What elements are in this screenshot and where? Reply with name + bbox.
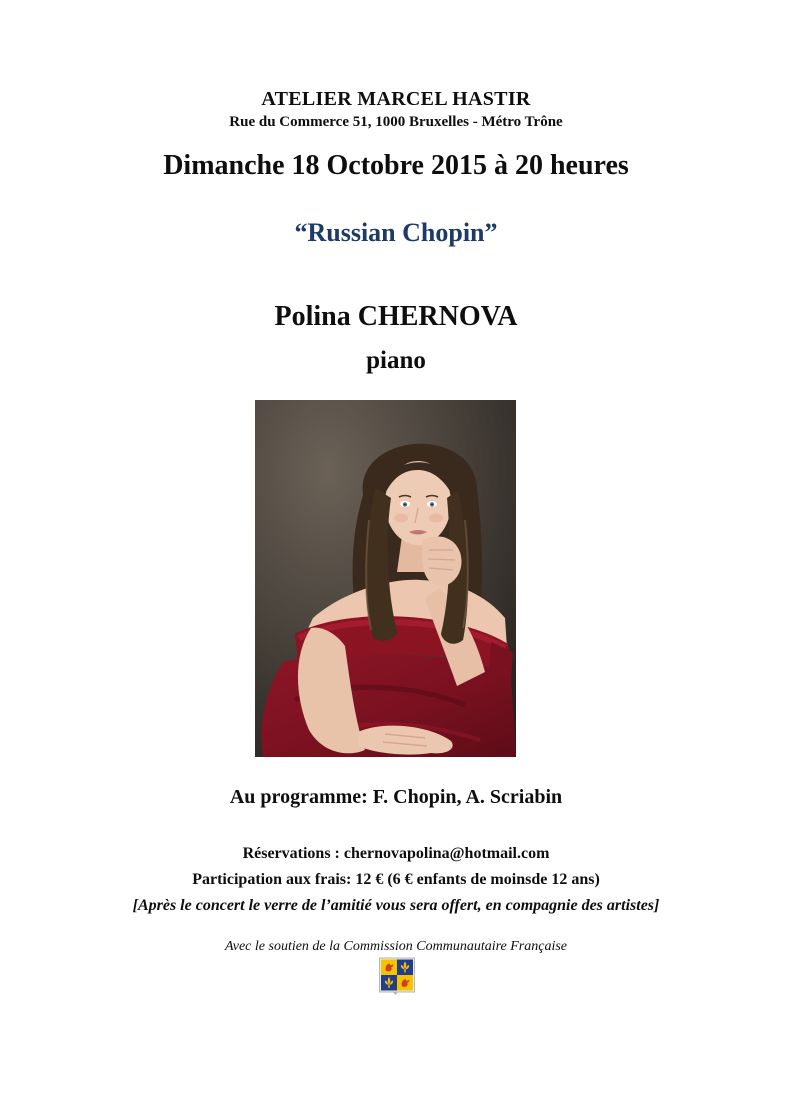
after-concert-note: [Après le concert le verre de l’amitié vous sera offert, en compagnie des artistes] bbox=[132, 897, 660, 914]
support-line: Avec le soutien de la Commission Communautaire Française bbox=[224, 939, 568, 954]
event-date: Dimanche 18 Octobre 2015 à 20 heures bbox=[163, 150, 629, 181]
performer-photo bbox=[255, 400, 516, 757]
cocof-logo-icon bbox=[378, 957, 416, 995]
reservations-line: Réservations : chernovapolina@hotmail.com bbox=[242, 845, 550, 862]
concert-title: “Russian Chopin” bbox=[294, 218, 498, 247]
venue-name: ATELIER MARCEL HASTIR bbox=[261, 88, 531, 110]
venue-address: Rue du Commerce 51, 1000 Bruxelles - Métro Trône bbox=[229, 114, 563, 130]
cocof-logo bbox=[378, 957, 416, 995]
performer-portrait-illustration bbox=[255, 400, 516, 757]
performer-name: Polina CHERNOVA bbox=[274, 301, 518, 332]
programme-line: Au programme: F. Chopin, A. Scriabin bbox=[229, 786, 563, 808]
instrument-label: piano bbox=[366, 347, 426, 374]
participation-line: Participation aux frais: 12 € (6 € enfants de moinsde 12 ans) bbox=[192, 871, 600, 888]
